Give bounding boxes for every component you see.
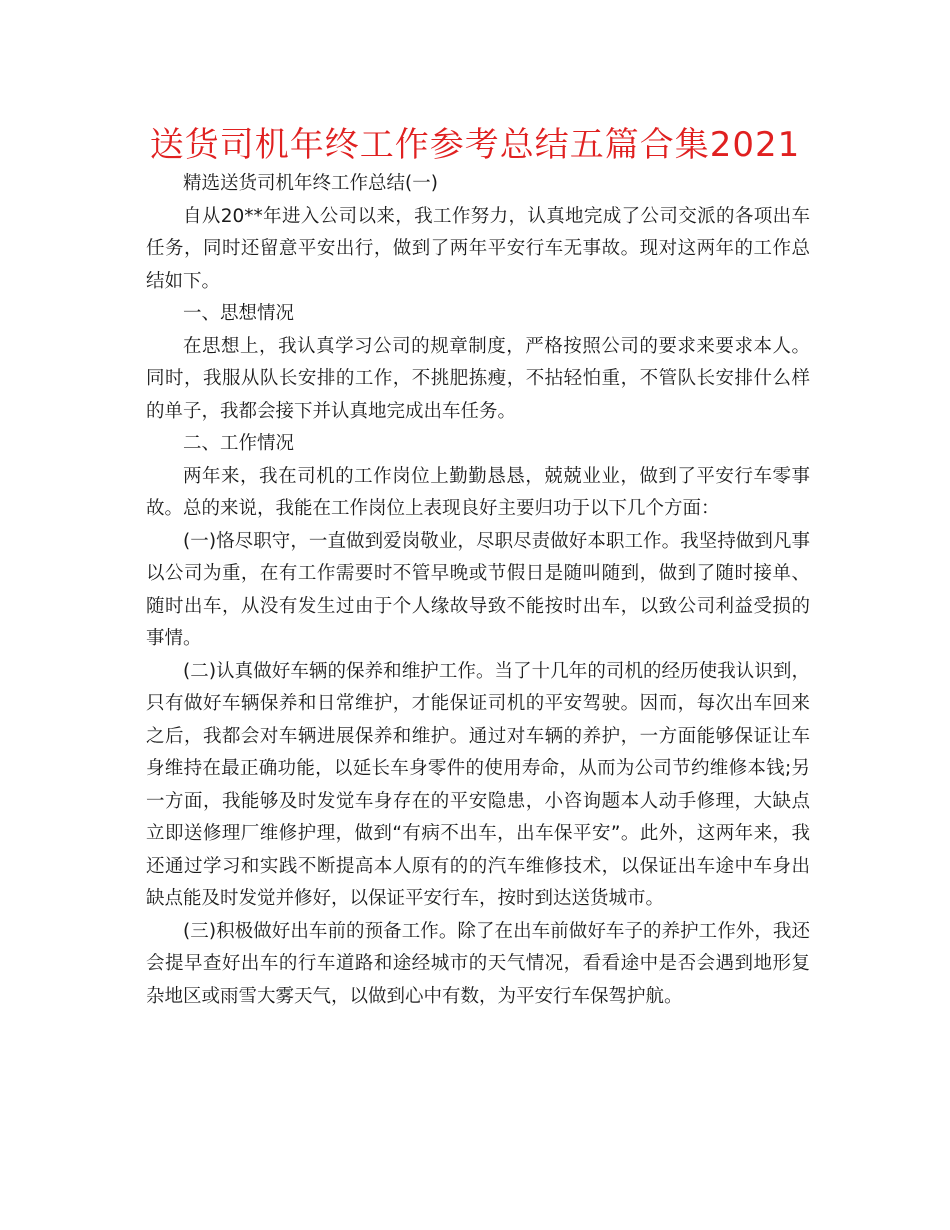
paragraph-intro: 自从20**年进入公司以来，我工作努力，认真地完成了公司交派的各项出车任务，同时还留意平安出行，做到了两年平安行车无事故。现对这两年的工作总结如下。 xyxy=(146,205,810,292)
paragraph-point-two: (二)认真做好车辆的保养和维护工作。当了十几年的司机的经历使我认识到，只有做好车辆保养和日常维护，才能保证司机的平安驾驶。因而，每次出车回来之后，我都会对车辆进展保养和维护。通过对车辆的养护，一方面能够保证让车身维持在最正确功能，以延长车身零件的使用寿命，从而为公司节约维修本钱;另一方面，我能够及时发觉车身存在的平安隐患，小咨询题本人动手修理，大缺点立即送修理厂维修护理，做到“有病不出车，出车保平安”。此外，这两年来，我还通过学习和实践不断提高本人原有的的汽车维修技术，以保证出车途中车身出缺点能及时发觉并修好，以保证平安行车，按时到达送货城市。 xyxy=(146,660,810,909)
section-heading-selected-summary: 精选送货司机年终工作总结(一) xyxy=(183,173,438,194)
section-heading-work: 二、工作情况 xyxy=(183,433,295,454)
paragraph-thought: 在思想上，我认真学习公司的规章制度，严格按照公司的要求来要求本人。同时，我服从队长安排的工作，不挑肥拣瘦，不拈轻怕重，不管队长安排什么样的单子，我都会接下并认真地完成出车任务。 xyxy=(146,335,810,422)
paragraph-work-overview: 两年来，我在司机的工作岗位上勤勤恳恳，兢兢业业，做到了平安行车零事故。总的来说，我能在工作岗位上表现良好主要归功于以下几个方面： xyxy=(146,465,810,519)
paragraph-point-three: (三)积极做好出车前的预备工作。除了在出车前做好车子的养护工作外，我还会提早查好出车的行车道路和途经城市的天气情况，看看途中是否会遇到地形复杂地区或雨雪大雾天气，以做到心中有数，为平安行车保驾护航。 xyxy=(146,920,810,1007)
document-body xyxy=(146,168,810,1013)
document-title: 送货司机年终工作参考总结五篇合集2021 xyxy=(149,125,801,165)
paragraph-point-one: (一)恪尽职守，一直做到爱岗敬业，尽职尽责做好本职工作。我坚持做到凡事以公司为重，在有工作需要时不管早晚或节假日是随叫随到，做到了随时接单、随时出车，从没有发生过由于个人缘故导致不能按时出车，以致公司利益受损的事情。 xyxy=(146,530,810,649)
section-heading-thought: 一、思想情况 xyxy=(183,303,295,324)
